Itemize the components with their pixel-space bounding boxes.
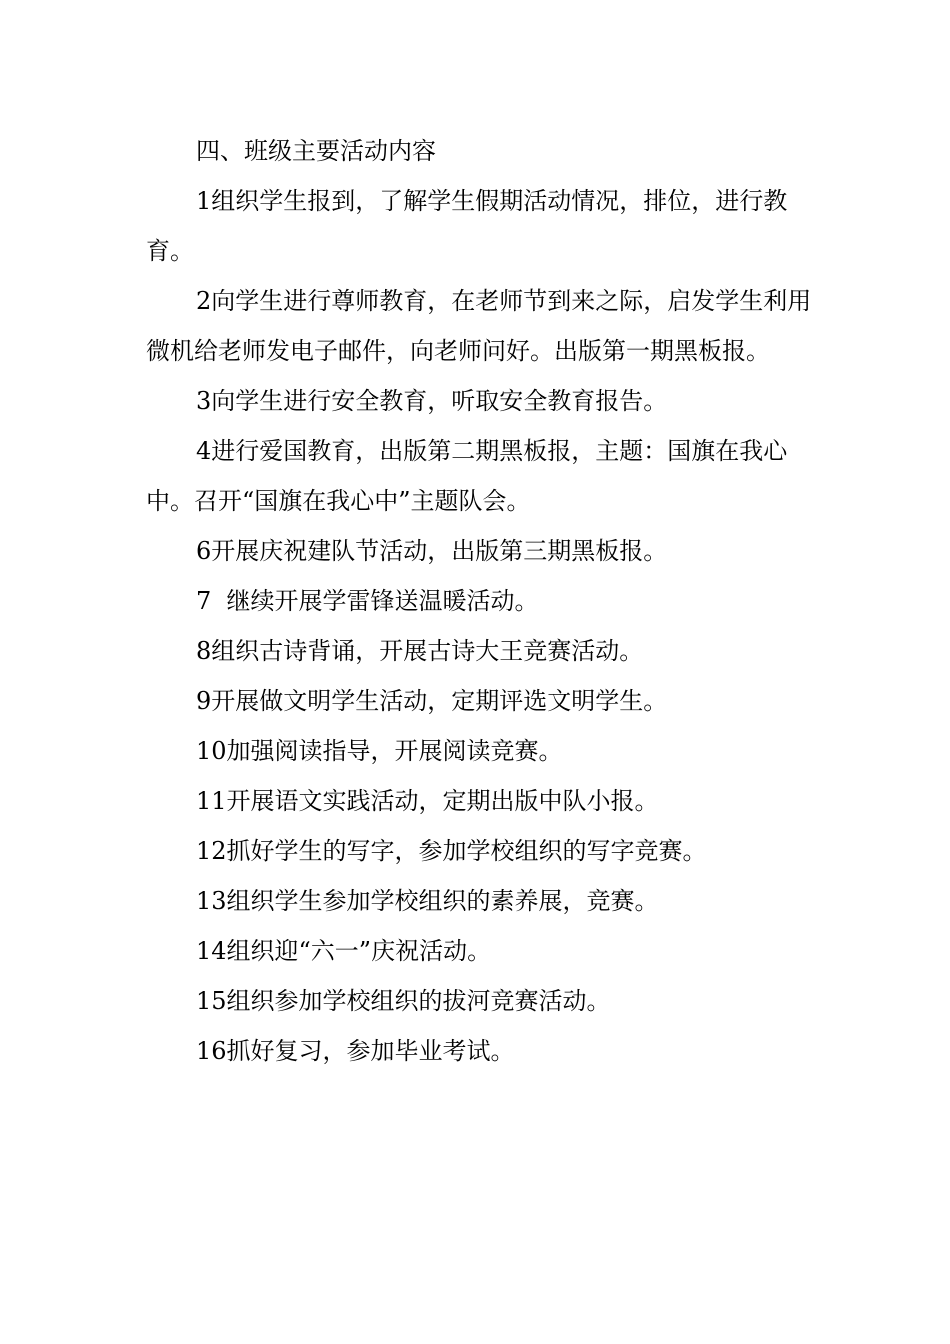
activity-item-8: 8组织古诗背诵，开展古诗大王竞赛活动。 xyxy=(196,637,644,665)
activity-item-2: 2向学生进行尊师教育，在老师节到来之际，启发学生利用微机给老师发电子邮件，向老师问好。出版第一期黑板报。 xyxy=(146,287,812,365)
activity-item-11: 11开展语文实践活动，定期出版中队小报。 xyxy=(196,787,659,815)
activity-item-12: 12抓好学生的写字，参加学校组织的写字竞赛。 xyxy=(196,837,707,865)
activity-item-13: 13组织学生参加学校组织的素养展，竞赛。 xyxy=(196,887,659,915)
activity-item-16: 16抓好复习，参加毕业考试。 xyxy=(196,1037,515,1065)
activity-item-1: 1组织学生报到，了解学生假期活动情况，排位，进行教育。 xyxy=(146,187,788,265)
activity-item-14: 14组织迎“六一”庆祝活动。 xyxy=(196,937,492,965)
activity-item-6: 6开展庆祝建队节活动，出版第三期黑板报。 xyxy=(196,537,668,565)
activity-item-3: 3向学生进行安全教育，听取安全教育报告。 xyxy=(196,387,668,415)
activity-item-4: 4进行爱国教育，出版第二期黑板报，主题：国旗在我心中。召开“国旗在我心中”主题队会。 xyxy=(146,437,788,515)
activity-item-7: 7 继续开展学雷锋送温暖活动。 xyxy=(196,587,539,615)
activity-item-15: 15组织参加学校组织的拔河竞赛活动。 xyxy=(196,987,611,1015)
section-heading: 四、班级主要活动内容 xyxy=(196,137,436,165)
activity-item-9: 9开展做文明学生活动，定期评选文明学生。 xyxy=(196,687,668,715)
activity-item-10: 10加强阅读指导，开展阅读竞赛。 xyxy=(196,737,563,765)
document-body xyxy=(146,126,812,1076)
